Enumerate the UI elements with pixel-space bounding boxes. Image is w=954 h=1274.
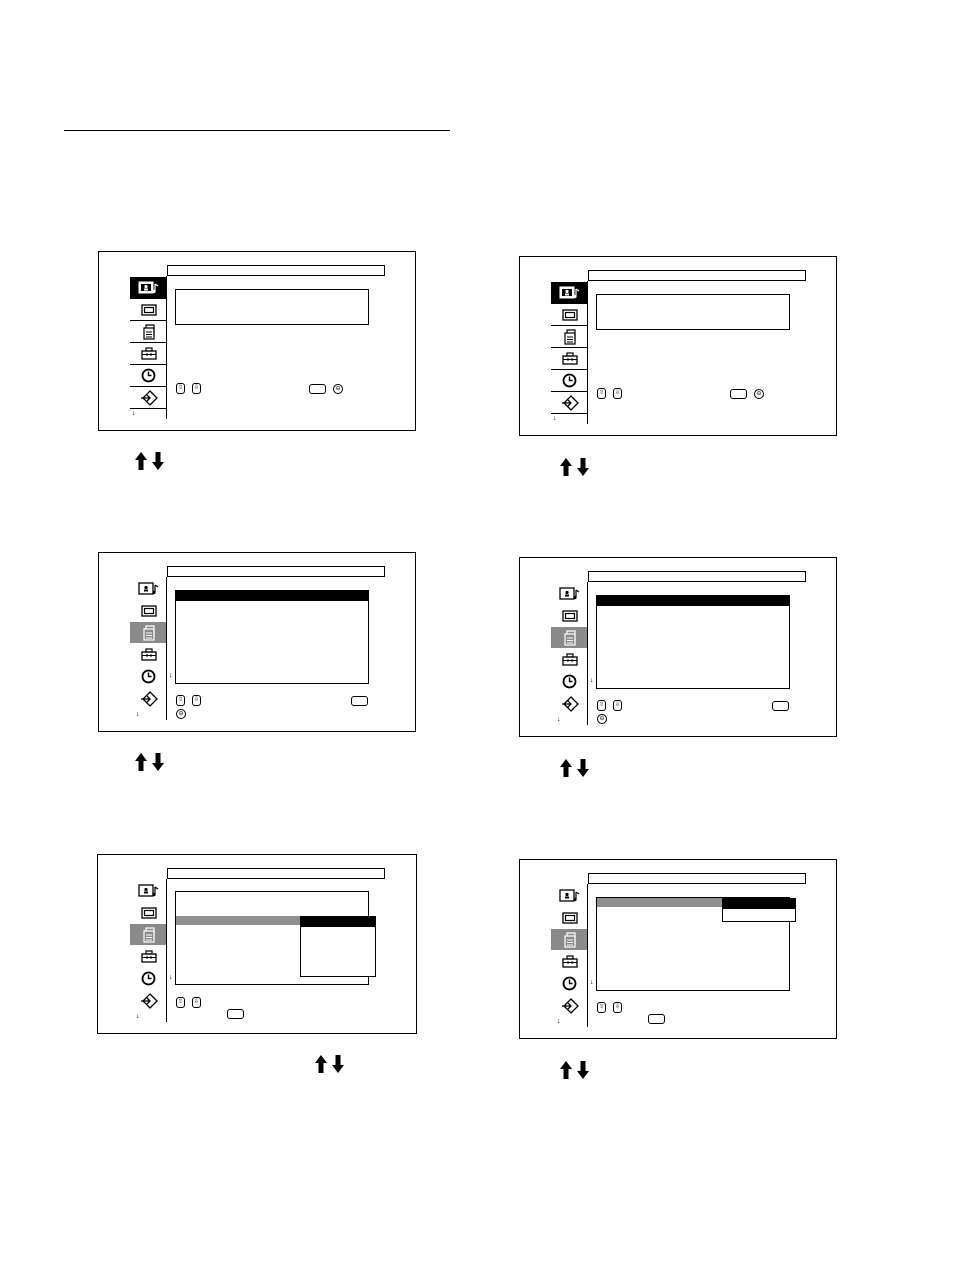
input-icon[interactable] [130,990,167,1011]
up-key-icon: ⇧ [176,383,185,394]
input-icon[interactable] [130,387,167,408]
picture-sound-icon[interactable] [130,578,167,599]
feature-icon[interactable] [551,649,588,670]
scroll-down-icon[interactable]: ↓ [557,716,561,723]
enter-key-icon: ⊖ [597,714,607,724]
menu-title-bar [167,265,385,276]
menu-key-icon [351,696,368,706]
submenu-list-box [175,590,369,684]
setup-icon[interactable] [551,929,588,950]
input-icon[interactable] [551,693,588,714]
timer-icon[interactable] [551,370,588,391]
picture-sound-icon[interactable] [551,282,588,303]
timer-icon[interactable] [551,671,588,692]
menu-key-icon [227,1009,244,1019]
menu-key-icon [730,389,747,399]
enter-key-icon: ⊖ [176,709,186,719]
menu-icon-column [551,884,588,1027]
down-key-icon: ⇩ [613,1002,622,1013]
menu-screen-3 [98,552,416,732]
submenu-list-box [596,595,790,689]
scroll-down-icon[interactable]: ↓ [557,1018,561,1025]
arrow-keys-3 [134,752,165,772]
menu-screen-4 [519,557,837,737]
menu-key-icon [772,701,789,711]
arrow-keys-4 [559,758,590,778]
feature-icon[interactable] [551,951,588,972]
input-icon[interactable] [130,688,167,709]
enter-key-icon: ⊖ [754,389,764,399]
input-icon[interactable] [551,995,588,1016]
menu-title-bar [167,566,385,577]
menu-title-bar [588,873,806,884]
feature-icon[interactable] [130,343,167,364]
setup-icon[interactable] [130,924,167,945]
menu-title-bar [588,571,806,582]
menu-icon-column [130,276,167,419]
menu-icon-column [130,879,167,1022]
submenu-active-row[interactable] [176,916,300,925]
screen-icon[interactable] [130,299,167,320]
down-key-icon: ⇩ [192,695,201,706]
menu-screen-2 [519,256,837,436]
arrow-keys-2 [559,457,590,477]
picture-sound-icon[interactable] [130,277,167,298]
menu-content-box [596,294,790,330]
menu-screen-6 [519,859,837,1039]
feature-icon[interactable] [551,348,588,369]
down-key-icon: ⇩ [192,383,201,394]
timer-icon[interactable] [130,968,167,989]
menu-title-bar [588,270,806,281]
scroll-down-icon[interactable]: ↓ [132,410,136,417]
submenu-active-row[interactable] [597,898,722,907]
menu-screen-5 [97,854,417,1034]
screen-icon[interactable] [130,902,167,923]
submenu-scroll-down-icon[interactable]: ↓ [590,979,594,986]
menu-content-box [175,289,369,325]
scroll-down-icon[interactable]: ↓ [136,711,140,718]
submenu-selected-row[interactable] [175,591,369,601]
picture-sound-icon[interactable] [551,885,588,906]
down-key-icon: ⇩ [613,388,622,399]
up-key-icon: ⇧ [597,700,606,711]
menu-icon-column [130,577,167,720]
screen-icon[interactable] [130,600,167,621]
screen-icon[interactable] [551,605,588,626]
picture-sound-icon[interactable] [551,583,588,604]
down-key-icon: ⇩ [192,997,201,1008]
down-key-icon: ⇩ [613,700,622,711]
up-key-icon: ⇧ [597,1002,606,1013]
menu-icon-column [551,582,588,725]
timer-icon[interactable] [130,666,167,687]
screen-icon[interactable] [551,304,588,325]
menu-key-icon [309,384,326,394]
up-key-icon: ⇧ [176,997,185,1008]
option-selected-row[interactable] [301,917,375,927]
menu-title-bar [167,868,385,879]
feature-icon[interactable] [130,644,167,665]
scroll-down-icon[interactable]: ↓ [553,415,557,422]
enter-key-icon: ⊖ [333,384,343,394]
arrow-keys-6 [559,1060,590,1080]
setup-icon[interactable] [551,326,588,347]
setup-icon[interactable] [551,627,588,648]
submenu-selected-row[interactable] [596,596,790,606]
setup-icon[interactable] [130,622,167,643]
timer-icon[interactable] [551,973,588,994]
option-selected-row[interactable] [723,899,795,909]
option-popup [300,916,376,977]
feature-icon[interactable] [130,946,167,967]
timer-icon[interactable] [130,365,167,386]
option-popup [722,898,796,922]
screen-icon[interactable] [551,907,588,928]
scroll-down-icon[interactable]: ↓ [136,1013,140,1020]
picture-sound-icon[interactable] [130,880,167,901]
menu-screen-1 [98,251,416,431]
arrow-keys-1 [134,451,165,471]
submenu-scroll-down-icon[interactable]: ↓ [590,677,594,684]
up-key-icon: ⇧ [597,388,606,399]
submenu-scroll-down-icon[interactable]: ↓ [169,974,173,981]
input-icon[interactable] [551,392,588,413]
up-key-icon: ⇧ [176,695,185,706]
section-header-rule [64,130,450,131]
arrow-keys-5 [314,1054,345,1074]
menu-key-icon [648,1014,665,1024]
submenu-scroll-down-icon[interactable]: ↓ [169,672,173,679]
menu-icon-column [551,281,588,424]
setup-icon[interactable] [130,321,167,342]
